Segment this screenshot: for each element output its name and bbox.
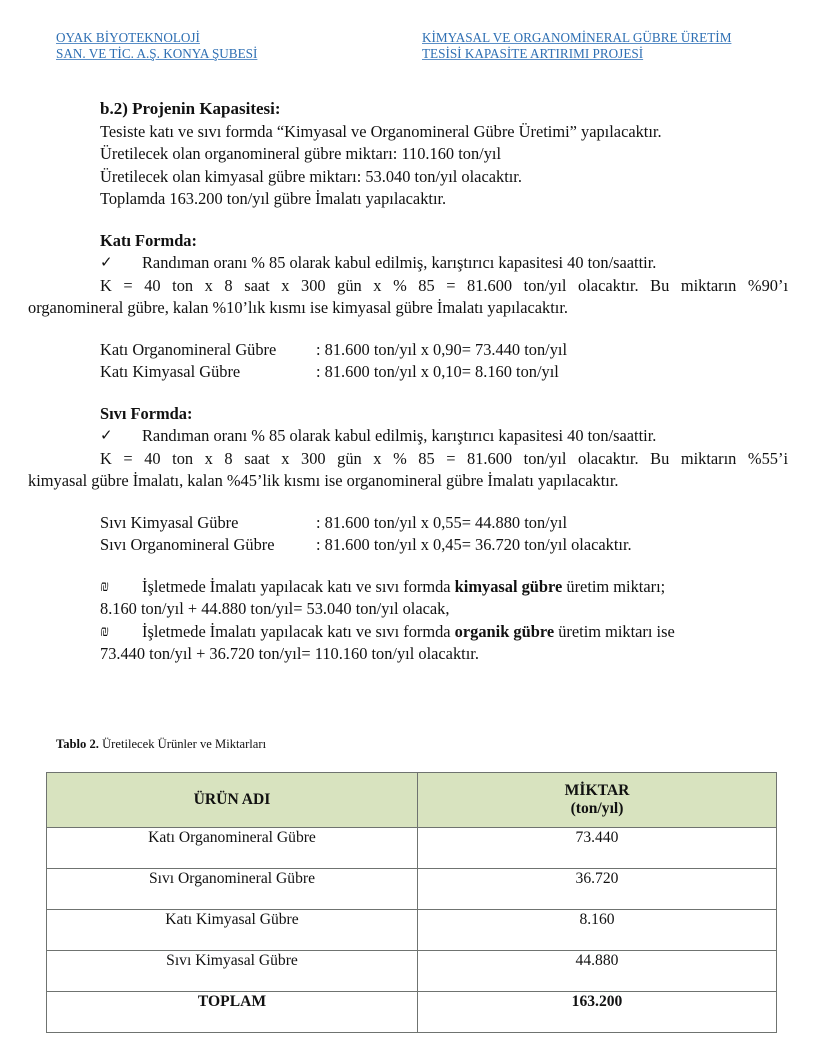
liquid-calc-row: [28, 512, 788, 535]
header-company-line: OYAK BİYOTEKNOLOJİ: [56, 30, 200, 45]
solid-formula-line: K = 40 ton x 8 saat x 300 gün x % 85 = 81.600 ton/yıl olacaktır. Bu miktarın %90’ı: [100, 275, 788, 295]
product-name-cell: Katı Organomineral Gübre: [47, 828, 418, 869]
header-amount-title: MİKTAR: [564, 782, 630, 799]
summary-calc-line: 8.160 ton/yıl + 44.880 ton/yıl= 53.040 ton/yıl olacak,: [100, 599, 450, 618]
summary-bold: organik gübre: [454, 621, 555, 641]
intro-line: Üretilecek olan organomineral gübre miktarı: 110.160 ton/yıl: [100, 144, 502, 163]
checkmark-icon: ✓: [100, 255, 113, 271]
solid-check-text: Randıman oranı % 85 olarak kabul edilmiş, karıştırıcı kapasitesi 40 ton/saattir.: [142, 253, 657, 272]
calc-value: : 81.600 ton/yıl x 0,55= 44.880 ton/yıl: [316, 512, 568, 532]
summary-bold: kimyasal gübre: [454, 576, 563, 596]
table-caption: [56, 737, 266, 752]
amount-cell: 8.160: [418, 910, 777, 951]
page-header: [56, 30, 788, 66]
section-title: b.2) Projenin Kapasitesi:: [100, 99, 281, 118]
summary-pre: İşletmede İmalatı yapılacak katı ve sıvı formda: [142, 621, 455, 641]
table-row: [47, 828, 777, 869]
table-row: [47, 869, 777, 910]
calc-value: : 81.600 ton/yıl x 0,10= 8.160 ton/yıl: [316, 362, 559, 381]
summary-item: [28, 576, 788, 599]
table-caption-number: Tablo 2.: [56, 737, 99, 751]
solid-check-item: [28, 252, 788, 275]
summary-text: [142, 621, 675, 644]
total-amount-cell: 163.200: [418, 992, 777, 1033]
product-name-cell: Katı Kimyasal Gübre: [47, 910, 418, 951]
liquid-form-heading: Sıvı Formda:: [100, 403, 193, 423]
calc-label: Katı Kimyasal Gübre: [100, 362, 241, 381]
liquid-check-text: Randıman oranı % 85 olarak kabul edilmiş, karıştırıcı kapasitesi 40 ton/saattir.: [142, 426, 657, 445]
intro-line: Toplamda 163.200 ton/yıl gübre İmalatı yapılacaktır.: [100, 189, 447, 208]
liquid-check-item: [28, 425, 788, 448]
solid-calc-row: [28, 361, 788, 384]
calc-label: Sıvı Kimyasal Gübre: [100, 512, 239, 532]
total-label-cell: TOPLAM: [47, 992, 418, 1033]
intro-line: Üretilecek olan kimyasal gübre miktarı: 53.040 ton/yıl olacaktır.: [100, 166, 522, 186]
table-row: [47, 951, 777, 992]
summary-text: [142, 576, 665, 599]
calc-value: : 81.600 ton/yıl x 0,90= 73.440 ton/yıl: [316, 339, 568, 359]
products-table: [46, 772, 777, 1033]
header-project-line: TESİSİ KAPASİTE ARTIRIMI PROJESİ: [422, 46, 644, 61]
table-header-row: [47, 773, 777, 828]
intro-line: Tesiste katı ve sıvı formda “Kimyasal ve Organomineral Gübre Üretimi” yapılacaktır.: [100, 121, 662, 141]
summary-item: [28, 621, 788, 644]
solid-formula-line: organomineral gübre, kalan %10’lık kısmı ise kimyasal gübre İmalatı yapılacaktır.: [28, 298, 568, 317]
amount-cell: 36.720: [418, 869, 777, 910]
summary-post: üretim miktarı;: [562, 576, 666, 596]
shekel-bullet-icon: ₪: [100, 578, 110, 595]
calc-value: : 81.600 ton/yıl x 0,45= 36.720 ton/yıl olacaktır.: [316, 535, 632, 554]
calc-label: Katı Organomineral Gübre: [100, 339, 277, 359]
amount-cell: 44.880: [418, 951, 777, 992]
liquid-calc-row: [28, 534, 788, 557]
table-row: [47, 910, 777, 951]
shekel-bullet-icon: ₪: [100, 623, 110, 640]
liquid-formula-line: K = 40 ton x 8 saat x 300 gün x % 85 = 81.600 ton/yıl olacaktır. Bu miktarın %55’i: [100, 448, 788, 468]
header-project-line: KİMYASAL VE ORGANOMİNERAL GÜBRE ÜRETİM: [422, 30, 732, 45]
amount-cell: 73.440: [418, 828, 777, 869]
product-name-cell: Sıvı Organomineral Gübre: [47, 869, 418, 910]
header-amount: [418, 773, 777, 828]
liquid-formula-line: kimyasal gübre İmalatı, kalan %45’lik kısmı ise organomineral gübre İmalatı yapılacaktır.: [28, 471, 619, 490]
checkmark-icon: ✓: [100, 428, 113, 444]
summary-pre: İşletmede İmalatı yapılacak katı ve sıvı formda: [142, 576, 455, 596]
header-product-name: ÜRÜN ADI: [47, 773, 418, 828]
header-amount-unit: (ton/yıl): [570, 800, 624, 817]
header-company: [56, 30, 257, 62]
document-body: [28, 98, 788, 666]
solid-form-heading: Katı Formda:: [100, 230, 197, 250]
summary-calc-line: 73.440 ton/yıl + 36.720 ton/yıl= 110.160 ton/yıl olacaktır.: [100, 644, 479, 663]
solid-calc-row: [28, 339, 788, 362]
header-project: [422, 30, 731, 62]
table-total-row: [47, 992, 777, 1033]
summary-post: üretim miktarı ise: [554, 621, 675, 641]
header-company-line: SAN. VE TİC. A.Ş. KONYA ŞUBESİ: [56, 46, 258, 61]
product-name-cell: Sıvı Kimyasal Gübre: [47, 951, 418, 992]
calc-label: Sıvı Organomineral Gübre: [100, 535, 275, 554]
table-caption-text: Üretilecek Ürünler ve Miktarları: [98, 737, 267, 751]
